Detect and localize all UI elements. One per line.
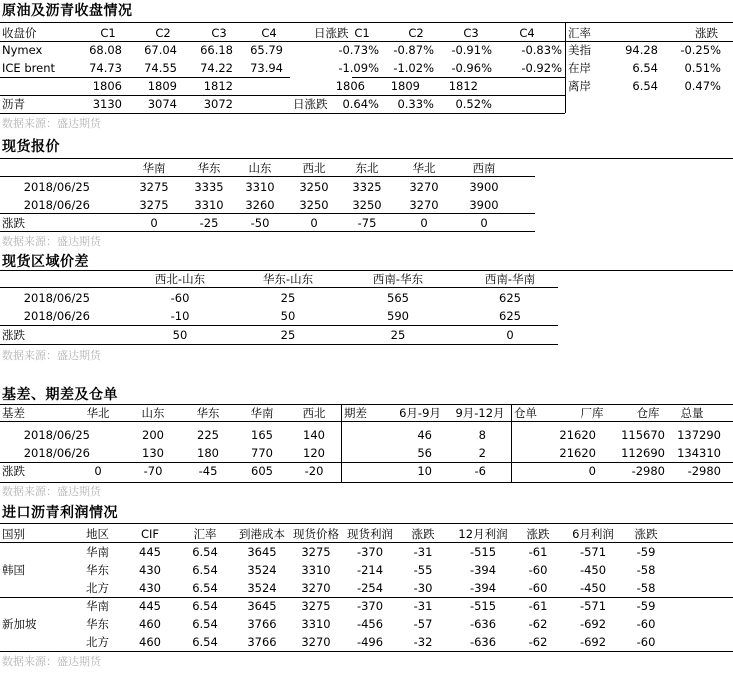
import-header: 涨跌 bbox=[526, 527, 550, 541]
import-cell: 3524 bbox=[247, 581, 277, 595]
basis-row-line bbox=[0, 462, 733, 463]
spot-date: 2018/06/26 bbox=[23, 198, 90, 212]
import-cell: 460 bbox=[139, 617, 161, 631]
basis-cell: 770 bbox=[251, 446, 273, 460]
import-region: 北方 bbox=[86, 581, 109, 595]
import-cell: 3270 bbox=[301, 581, 331, 595]
warrant-cell: -2980 bbox=[687, 464, 721, 478]
warrant-cell: 21620 bbox=[559, 446, 596, 460]
spread-cell: 0 bbox=[506, 328, 514, 342]
import-region: 华南 bbox=[86, 545, 109, 559]
import-header: 涨跌 bbox=[634, 527, 658, 541]
spot-price-cell: 3270 bbox=[409, 180, 439, 194]
basis-header: 华北 bbox=[86, 406, 110, 420]
crude-row-name: ICE brent bbox=[2, 61, 55, 75]
spot-price-cell: 3275 bbox=[139, 198, 169, 212]
basis-header: 西北 bbox=[302, 406, 326, 420]
basis-cell: -45 bbox=[198, 464, 218, 478]
title-underline bbox=[0, 22, 733, 23]
import-header: 汇率 bbox=[193, 527, 217, 541]
spread-bottom-line bbox=[0, 344, 558, 345]
term-cell: -6 bbox=[474, 464, 486, 478]
import-header: 现货价格 bbox=[293, 527, 339, 541]
term-header: 期差 bbox=[344, 406, 367, 420]
section-title-crude: 原油及沥青收盘情况 bbox=[2, 3, 133, 19]
spread-date: 2018/06/25 bbox=[23, 291, 90, 305]
import-cell: -58 bbox=[636, 563, 656, 577]
basis-date: 2018/06/26 bbox=[23, 446, 90, 460]
data-source: 数据来源：盛达期货 bbox=[2, 235, 101, 248]
crude-change-cell: -0.87% bbox=[393, 43, 434, 57]
section-title-import: 进口沥青利润情况 bbox=[2, 505, 118, 521]
import-region: 华东 bbox=[86, 563, 109, 577]
basis-cell: 225 bbox=[197, 428, 219, 442]
term-header: 9月-12月 bbox=[455, 406, 505, 420]
import-cell: -31 bbox=[413, 599, 433, 613]
crude-price-cell: 67.04 bbox=[144, 43, 177, 57]
spot-price-cell: 3250 bbox=[352, 198, 382, 212]
import-cell: 6.54 bbox=[192, 635, 218, 649]
import-cell: -496 bbox=[356, 635, 384, 649]
spread-cell: 565 bbox=[387, 291, 409, 305]
spread-header: 西南-华东 bbox=[372, 272, 424, 286]
spread-cell: 625 bbox=[499, 291, 521, 305]
spot-price-cell: 0 bbox=[420, 216, 428, 230]
import-cell: 460 bbox=[139, 635, 161, 649]
import-header: 到港成本 bbox=[239, 527, 285, 541]
spot-date: 2018/06/25 bbox=[23, 180, 90, 194]
import-cell: -59 bbox=[636, 545, 656, 559]
crude-row-line bbox=[352, 77, 565, 78]
import-cell: -636 bbox=[469, 617, 497, 631]
basis-cell: 0 bbox=[94, 464, 102, 478]
contract-month: 1812 bbox=[448, 79, 478, 93]
import-cell: -60 bbox=[528, 563, 548, 577]
warrant-header: 总量 bbox=[680, 406, 704, 420]
spot-region-header: 西北 bbox=[302, 161, 326, 175]
fx-header: 汇率 bbox=[568, 26, 591, 40]
section-title-spread: 现货区域价差 bbox=[2, 254, 89, 270]
import-cell: -57 bbox=[413, 617, 433, 631]
import-cell: 3524 bbox=[247, 563, 277, 577]
contract-month: 1809 bbox=[147, 79, 177, 93]
title-underline bbox=[0, 270, 733, 271]
spot-price-cell: -50 bbox=[250, 216, 270, 230]
spot-price-cell: 3310 bbox=[194, 198, 224, 212]
term-cell: 8 bbox=[478, 428, 486, 442]
spread-cell: 625 bbox=[499, 309, 521, 323]
spread-cell: 50 bbox=[172, 328, 188, 342]
fx-name: 美指 bbox=[568, 43, 591, 57]
asphalt-change-cell: 0.52% bbox=[455, 97, 492, 111]
fx-name: 离岸 bbox=[568, 79, 591, 93]
fx-separator bbox=[565, 22, 566, 113]
crude-header-cell: C3 bbox=[463, 26, 479, 40]
spot-header-line bbox=[0, 176, 535, 177]
crude-change-cell: -0.83% bbox=[521, 43, 562, 57]
import-cell: -60 bbox=[636, 635, 656, 649]
import-cell: -62 bbox=[528, 617, 548, 631]
spot-price-cell: 3900 bbox=[469, 198, 499, 212]
asphalt-change-cell: 0.33% bbox=[397, 97, 434, 111]
crude-row-line bbox=[0, 77, 290, 78]
section-title-spot: 现货报价 bbox=[2, 139, 60, 155]
crude-price-cell: 65.79 bbox=[250, 43, 283, 57]
warrant-cell: 134310 bbox=[677, 446, 721, 460]
contract-month: 1806 bbox=[335, 79, 365, 93]
import-header: 现货利润 bbox=[347, 527, 393, 541]
crude-header-cell: C3 bbox=[211, 26, 227, 40]
fx-name: 在岸 bbox=[568, 61, 591, 75]
import-cell: -370 bbox=[356, 599, 384, 613]
spot-price-cell: 3250 bbox=[299, 198, 329, 212]
crude-header-cell: C2 bbox=[408, 26, 424, 40]
import-cell: -214 bbox=[356, 563, 384, 577]
basis-header: 华东 bbox=[196, 406, 220, 420]
import-cell: 6.54 bbox=[192, 581, 218, 595]
spread-cell: 25 bbox=[390, 328, 406, 342]
crude-header-cell: 日涨跌 bbox=[314, 26, 349, 40]
import-cell: -515 bbox=[469, 599, 497, 613]
import-header: 国别 bbox=[2, 527, 25, 541]
import-region: 华南 bbox=[86, 599, 109, 613]
import-header-line bbox=[0, 542, 733, 543]
crude-price-cell: 74.55 bbox=[144, 61, 177, 75]
basis-cell: 180 bbox=[197, 446, 219, 460]
basis-change-label: 涨跌 bbox=[2, 464, 25, 478]
import-cell: 430 bbox=[139, 581, 161, 595]
warrant-header: 厂库 bbox=[580, 406, 604, 420]
basis-header-line bbox=[0, 421, 733, 422]
fx-value: 6.54 bbox=[632, 79, 658, 93]
spot-price-cell: 0 bbox=[150, 216, 158, 230]
title-underline bbox=[0, 158, 733, 159]
import-cell: 6.54 bbox=[192, 617, 218, 631]
spread-cell: 25 bbox=[280, 328, 296, 342]
data-source: 数据来源：盛达期货 bbox=[2, 655, 101, 668]
spot-region-header: 华东 bbox=[197, 161, 221, 175]
basis-cell: -20 bbox=[304, 464, 324, 478]
term-cell: 10 bbox=[417, 464, 432, 478]
warrant-cell: 137290 bbox=[677, 428, 721, 442]
warrant-cell: 0 bbox=[588, 464, 596, 478]
warrant-cell: 115670 bbox=[621, 428, 665, 442]
import-cell: -30 bbox=[413, 581, 433, 595]
basis-separator bbox=[341, 404, 342, 482]
import-cell: -571 bbox=[579, 545, 607, 559]
crude-header-cell: C1 bbox=[100, 26, 116, 40]
fx-change: 0.51% bbox=[684, 61, 721, 75]
basis-cell: 130 bbox=[142, 446, 164, 460]
asphalt-price-cell: 3072 bbox=[203, 97, 233, 111]
basis-header: 基差 bbox=[2, 406, 25, 420]
import-cell: -450 bbox=[579, 563, 607, 577]
warrant-header: 仓单 bbox=[514, 406, 537, 420]
warrant-cell: 21620 bbox=[559, 428, 596, 442]
import-region: 北方 bbox=[86, 635, 109, 649]
import-cell: -60 bbox=[636, 617, 656, 631]
import-group-line bbox=[0, 597, 733, 598]
import-country: 新加坡 bbox=[2, 617, 37, 631]
spot-price-cell: 3270 bbox=[409, 198, 439, 212]
warrant-cell: -2980 bbox=[631, 464, 665, 478]
import-cell: -515 bbox=[469, 545, 497, 559]
import-cell: -692 bbox=[579, 617, 607, 631]
import-cell: 3275 bbox=[301, 599, 331, 613]
contract-month: 1809 bbox=[390, 79, 420, 93]
crude-price-cell: 74.73 bbox=[89, 61, 122, 75]
import-country: 韩国 bbox=[2, 563, 25, 577]
basis-date: 2018/06/25 bbox=[23, 428, 90, 442]
crude-price-cell: 68.08 bbox=[89, 43, 122, 57]
import-cell: -62 bbox=[528, 635, 548, 649]
crude-header-cell: C4 bbox=[519, 26, 535, 40]
import-cell: 3310 bbox=[301, 617, 331, 631]
crude-bottom-line bbox=[0, 113, 565, 114]
spot-region-header: 西南 bbox=[472, 161, 496, 175]
import-cell: 6.54 bbox=[192, 545, 218, 559]
spread-header-line bbox=[0, 287, 558, 288]
basis-header: 华南 bbox=[250, 406, 274, 420]
import-cell: -456 bbox=[356, 617, 384, 631]
fx-change: 0.47% bbox=[684, 79, 721, 93]
spot-price-cell: 3260 bbox=[245, 198, 275, 212]
crude-header-cell: C2 bbox=[155, 26, 171, 40]
basis-bottom-line bbox=[0, 482, 733, 483]
term-cell: 56 bbox=[417, 446, 432, 460]
spot-price-cell: 3900 bbox=[469, 180, 499, 194]
asphalt-row-name: 沥青 bbox=[2, 97, 25, 111]
import-cell: 430 bbox=[139, 563, 161, 577]
spot-price-cell: 3250 bbox=[299, 180, 329, 194]
crude-price-cell: 66.18 bbox=[200, 43, 233, 57]
basis-cell: 120 bbox=[303, 446, 325, 460]
warrant-header: 仓库 bbox=[636, 406, 660, 420]
crude-header-line bbox=[0, 41, 565, 42]
title-underline bbox=[0, 523, 733, 524]
fx-change: -0.25% bbox=[680, 43, 721, 57]
data-source: 数据来源：盛达期货 bbox=[2, 349, 101, 362]
spot-price-cell: 3325 bbox=[352, 180, 382, 194]
warrant-cell: 112690 bbox=[621, 446, 665, 460]
import-cell: -254 bbox=[356, 581, 384, 595]
spread-header: 西北-山东 bbox=[154, 272, 206, 286]
fx-value: 94.28 bbox=[625, 43, 658, 57]
fx-value: 6.54 bbox=[632, 61, 658, 75]
basis-cell: 140 bbox=[303, 428, 325, 442]
import-cell: 3275 bbox=[301, 545, 331, 559]
crude-change-cell: -0.73% bbox=[338, 43, 379, 57]
contract-month: 1806 bbox=[92, 79, 122, 93]
spot-price-cell: 0 bbox=[310, 216, 318, 230]
spot-region-header: 东北 bbox=[355, 161, 379, 175]
crude-change-cell: -1.02% bbox=[393, 61, 434, 75]
spread-header: 华东-山东 bbox=[262, 272, 314, 286]
import-cell: 445 bbox=[139, 599, 161, 613]
crude-change-cell: -0.96% bbox=[451, 61, 492, 75]
spread-cell: 590 bbox=[387, 309, 409, 323]
term-cell: 46 bbox=[417, 428, 432, 442]
import-region: 华东 bbox=[86, 617, 109, 631]
basis-cell: 200 bbox=[142, 428, 164, 442]
spot-row-line bbox=[0, 213, 535, 214]
import-cell: -60 bbox=[528, 581, 548, 595]
spread-header: 西南-华南 bbox=[484, 272, 536, 286]
asphalt-price-cell: 3074 bbox=[147, 97, 177, 111]
import-cell: -61 bbox=[528, 545, 548, 559]
import-cell: -571 bbox=[579, 599, 607, 613]
crude-header-cell: C4 bbox=[261, 26, 277, 40]
import-cell: 3766 bbox=[247, 635, 277, 649]
import-header: 涨跌 bbox=[411, 527, 435, 541]
import-cell: -370 bbox=[356, 545, 384, 559]
spot-region-header: 华南 bbox=[142, 161, 166, 175]
import-cell: 3645 bbox=[247, 545, 277, 559]
spot-price-cell: 3335 bbox=[194, 180, 224, 194]
import-cell: -636 bbox=[469, 635, 497, 649]
section-title-basis: 基差、期差及仓单 bbox=[2, 387, 118, 403]
import-cell: -692 bbox=[579, 635, 607, 649]
fx-header-line bbox=[565, 41, 733, 42]
import-cell: -394 bbox=[469, 581, 497, 595]
data-source: 数据来源：盛达期货 bbox=[2, 117, 101, 130]
import-cell: -55 bbox=[413, 563, 433, 577]
spread-date: 2018/06/26 bbox=[23, 309, 90, 323]
term-header: 6月-9月 bbox=[399, 406, 441, 420]
spread-row-line bbox=[0, 325, 558, 326]
import-cell: -450 bbox=[579, 581, 607, 595]
spot-price-cell: -75 bbox=[357, 216, 377, 230]
spread-cell: -10 bbox=[170, 309, 190, 323]
crude-price-cell: 74.22 bbox=[200, 61, 233, 75]
spot-price-cell: 3275 bbox=[139, 180, 169, 194]
import-cell: 3270 bbox=[301, 635, 331, 649]
import-cell: -394 bbox=[469, 563, 497, 577]
crude-row-name: Nymex bbox=[2, 43, 43, 57]
basis-header: 山东 bbox=[141, 406, 165, 420]
spread-cell: -60 bbox=[170, 291, 190, 305]
spot-price-cell: 3310 bbox=[245, 180, 275, 194]
crude-row-line bbox=[0, 95, 565, 96]
import-cell: -61 bbox=[528, 599, 548, 613]
spread-cell: 25 bbox=[280, 291, 296, 305]
import-cell: -58 bbox=[636, 581, 656, 595]
spot-region-header: 华北 bbox=[412, 161, 436, 175]
fx-header: 涨跌 bbox=[695, 26, 718, 40]
import-cell: 6.54 bbox=[192, 599, 218, 613]
asphalt-price-cell: 3130 bbox=[92, 97, 122, 111]
import-cell: 6.54 bbox=[192, 563, 218, 577]
asphalt-change-label: 日涨跌 bbox=[293, 97, 328, 111]
import-cell: -59 bbox=[636, 599, 656, 613]
crude-change-cell: -0.91% bbox=[451, 43, 492, 57]
warrant-separator bbox=[511, 404, 512, 482]
data-source: 数据来源：盛达期货 bbox=[2, 485, 101, 498]
import-cell: -32 bbox=[413, 635, 433, 649]
import-header: CIF bbox=[140, 527, 160, 541]
term-cell: 2 bbox=[478, 446, 486, 460]
import-cell: 3645 bbox=[247, 599, 277, 613]
spread-change-label: 涨跌 bbox=[2, 328, 25, 342]
spot-price-cell: 0 bbox=[480, 216, 488, 230]
spot-change-label: 涨跌 bbox=[2, 216, 25, 230]
import-bottom-line bbox=[0, 651, 733, 652]
import-cell: 3310 bbox=[301, 563, 331, 577]
crude-change-cell: -0.92% bbox=[521, 61, 562, 75]
spot-bottom-line bbox=[0, 231, 535, 232]
import-cell: -31 bbox=[413, 545, 433, 559]
import-header: 地区 bbox=[86, 527, 109, 541]
import-cell: 445 bbox=[139, 545, 161, 559]
basis-cell: 605 bbox=[251, 464, 273, 478]
crude-price-cell: 73.94 bbox=[250, 61, 283, 75]
crude-header-cell: 收盘价 bbox=[2, 26, 37, 40]
import-cell: 3766 bbox=[247, 617, 277, 631]
import-header: 6月利润 bbox=[572, 527, 614, 541]
spread-cell: 50 bbox=[280, 309, 296, 323]
basis-cell: -70 bbox=[143, 464, 163, 478]
asphalt-change-cell: 0.64% bbox=[342, 97, 379, 111]
title-underline bbox=[0, 404, 733, 405]
spot-price-cell: -25 bbox=[199, 216, 219, 230]
spot-region-header: 山东 bbox=[248, 161, 272, 175]
crude-header-cell: C1 bbox=[354, 26, 370, 40]
import-header: 12月利润 bbox=[458, 527, 508, 541]
crude-change-cell: -1.09% bbox=[338, 61, 379, 75]
basis-cell: 165 bbox=[251, 428, 273, 442]
contract-month: 1812 bbox=[203, 79, 233, 93]
